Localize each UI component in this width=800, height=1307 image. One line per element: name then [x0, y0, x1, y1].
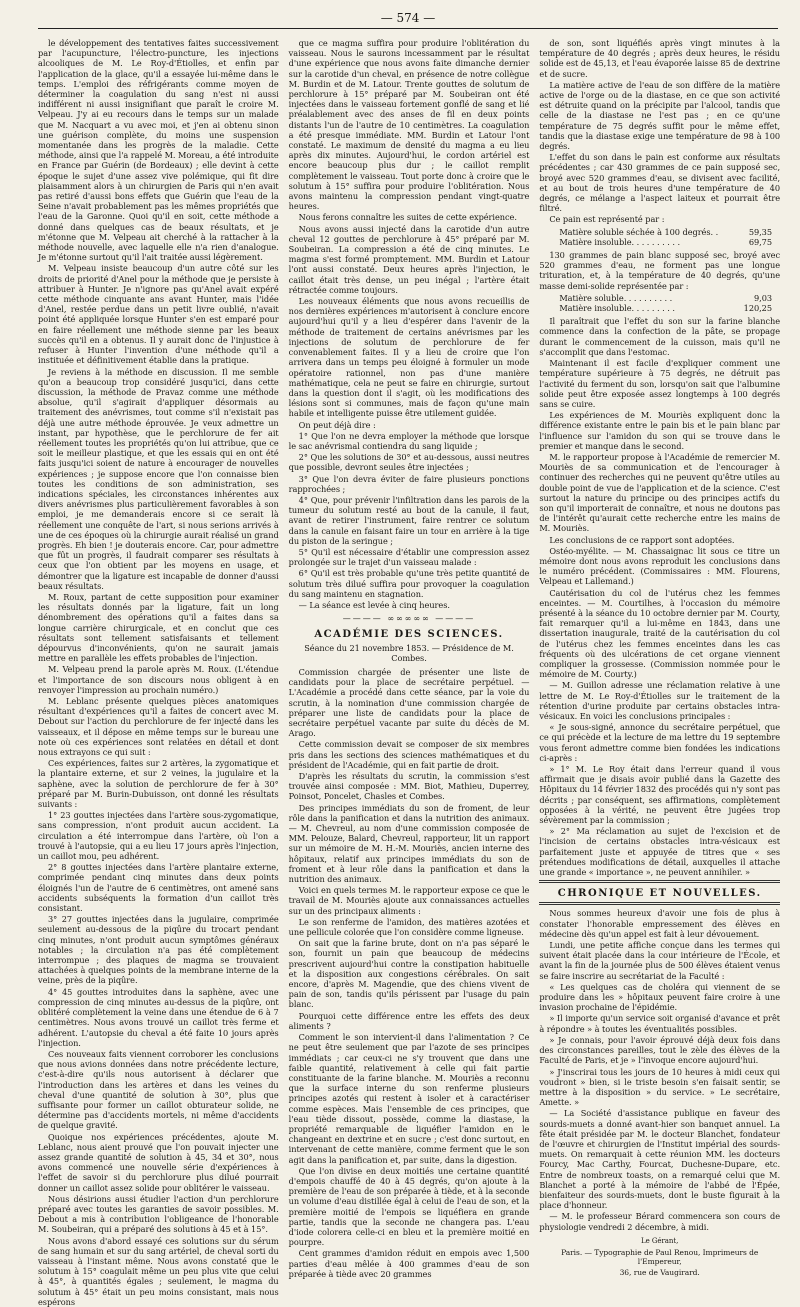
table-row	[559, 227, 780, 237]
paragraph: Voici en quels termes M. le rapporteur expose ce que le travail de M. Mouriès ajoute aux connaissances actuelles sur un des principaux aliments :	[288, 885, 530, 916]
imprint-line-1: Paris. — Typographie de Paul Renou, Imprimeurs de l'Empereur,	[561, 1247, 759, 1266]
paragraph: 5° Qu'il est nécessaire d'établir une compression assez prolongée sur le trajet d'un vaisseau malade :	[288, 546, 530, 568]
table-row	[559, 237, 780, 247]
paragraph: Cent grammes d'amidon réduit en empois avec 1,500 parties d'eau mêlée à 400 grammes d'eau de son préparée à tiède avec 20 grammes	[288, 1248, 530, 1279]
column-1	[38, 38, 279, 1307]
paragraph: 4° Que, pour prévenir l'infiltration dans les parois de la tumeur du solutum resté au bout de la canule, il faut, avant de retirer l'instrument, faire rentrer ce solutum dans la canule en faisant faire un tour en arrière à la tige du piston de la seringue ;	[288, 494, 530, 546]
paragraph: Ostéo-myélite. — M. Chassaignac lit sous ce titre un mémoire dont nous avons reproduit les conclusions dans le numéro précédent. (Commissaires : MM. Flourens, Velpeau et Lallemand.)	[539, 545, 781, 587]
paragraph: le développement des tentatives faites successivement par l'acupuncture, l'électro-puncture, les injections alcooliques de M. Le Roy-d'Étiolles, et enfin par l'application de la glace, qu'il a essayée lui-même dans le temps. L'emploi des réfrigérants comme moyen de déterminer la coagulation du sang n'est ni aussi indifférent ni aussi insignifiant que paraît le croire M. Velpeau. J'y ai eu recours dans le temps sur un malade que M. Nacquart a vu avec moi, et j'en ai obtenu sinon une guérison complète, du moins une suspension momentanée dans les progrès de la maladie. Cette méthode, ainsi que l'a rappelé M. Moreau, a été introduite en France par Guérin (de Bordeaux) ; elle devint à cette époque le sujet d'une assez vive polémique, qui fit dire plaisamment alors à un chirurgien de Paris qui n'en avait pas retiré d'aussi bons effets que Guérin que l'eau de la Seine n'avait probablement pas les mêmes propriétés que l'eau de la Garonne. Quoi qu'il en soit, cette méthode a donné dans quelques cas de beaux résultats, et je m'étonne que M. Velpeau ait cherché à la rattacher à la méthode nouvelle, avec laquelle elle n'a rien d'analogue. Je m'étonne surtout qu'il l'ait traitée aussi légèrement.	[38, 38, 279, 263]
paragraph: Nous sommes heureux d'avoir une fois de plus à constater l'honorable empressement des élèves en médecine dès qu'un appel est fait à leur dévouement.	[539, 908, 781, 939]
paragraph: Nous désirions aussi étudier l'action d'un perchlorure préparé avec toutes les garanties de savoir possibles. M. Debout a mis à contribution l'obligeance de l'honorable M. Soubeiran, qui a préparé des solutions à 45 et à 15°.	[38, 1193, 279, 1235]
paragraph: Lundi, une petite affiche conçue dans les termes qui suivent était placée dans la cour intérieure de l'École, et avant la fin de la journée plus de 500 élèves étaient venus se faire inscrire au secrétariat de la Faculté :	[539, 940, 781, 981]
paragraph: Nous ferons connaître les suites de cette expérience.	[298, 212, 517, 223]
paragraph: 4° 45 gouttes introduites dans la saphène, avec une compression de cinq minutes au-dessus de la piqûre, ont oblitéré complètement la veine dans une étendue de 6 à 7 centimètres. Nous avons trouvé un caillot très ferme et adhérent. L'autopsie du cheval a été faite 10 jours après l'injection.	[38, 986, 279, 1048]
paragraph: 2° 8 gouttes injectées dans l'artère plantaire externe, comprimée pendant cinq minutes dans deux points éloignés l'un de l'autre de 6 centimètres, ont amené sans accidents subséquents la formation d'un caillot très consistant.	[38, 862, 279, 914]
paragraph: » 2° Ma réclamation au sujet de l'excision et de l'incision de certains obstacles intra-vésicaux est parfaitement juste et appuyée de titres que « ses prétendues modifications de détail, auxquelles il attache une grande « importance », ne peuvent annihiler. »	[539, 826, 781, 878]
column-2-top	[289, 38, 530, 610]
paragraph: Nous avons d'abord essayé ces solutions sur du sérum de sang humain et sur du sang artériel, de cheval sorti du vaisseau à l'instant même. Nous avons constaté que le solutum à 15° coagulait même un peu plus vite que celui à 45°, à quantités égales ; seulement, le magma du solutum à 45° était un peu moins consistant, mais nous espérons	[38, 1235, 279, 1307]
paragraph: Que l'on divise en deux moitiés une certaine quantité d'empois chauffé de 40 à 45 degrés, qu'on ajoute à la première de l'eau de son préparée à tiède, et à la seconde un volume d'eau distillée égal à celui de l'eau de son, et la première moitié de l'empois se liquéfiera en grande partie, tandis que la seconde ne changera pas. L'eau d'iode colorera celle-ci en bleu et la première moitié en pourpre.	[288, 1165, 530, 1248]
paragraph: Il paraîtrait que l'effet du son sur la farine blanche commence dans la confection de la pâte, se propage durant le commencement de la cuisson, mais qu'il ne s'accomplit que dans l'estomac.	[539, 316, 781, 357]
paragraph: Les nouveaux éléments que nous avons recueillis de nos dernières expériences m'autorisent à conclure encore aujourd'hui qu'il y a lieu d'espérer dans l'avenir de la méthode de traitement de certains anévrismes par les injections de solutum de perchlorure de fer convenablement faites. Il y a lieu de croire que l'on arrivera dans un temps peu éloigné à formuler un mode opératoire rationnel, non pas d'une manière mathématique, cela ne peut se faire en chirurgie, surtout dans la question dont il s'agit, où les modifications des lésions sont si communes, mais de façon qu'une main habile et intelligente puisse être utilement guidée.	[288, 296, 530, 419]
chronique-title: CHRONIQUE ET NOUVELLES.	[557, 888, 762, 900]
paragraph: Les expériences de M. Mouriès expliquent donc la différence existante entre le pain bis et le pain blanc par l'influence sur l'amidon du son qui se trouve dans le premier et manque dans le second.	[539, 410, 781, 451]
paragraph: L'effet du son dans le pain est conforme aux résultats précédentes ; car 430 grammes de ce pain supposé sec, broyé avec 520 grammes d'eau, se divisent avec facilité, et au bout de trois heures d'une température de 40 degrés, ce mélange a l'aspect laiteux et pourrait être filtré.	[539, 152, 781, 214]
paragraph: » 1° M. Le Roy était dans l'erreur quand il vous affirmait que je disais avoir publié dans la Gazette des Hôpitaux du 14 février 1832 des procédés qui n'y sont pas décrits ; par conséquent, ses affirmations, complètement opposées à la vérité, ne peuvent être jugées trop sévèrement par la commission ;	[539, 764, 781, 826]
paragraph: Comment le son intervient-il dans l'alimentation ? Ce ne peut être seulement que par l'azote de ses principes immédiats ; car ceux-ci ne s'y trouvent que dans une faible quantité, relativement à celle qui fait partie constituante de la farine blanche. M. Mouriès a reconnu que la surface interne du son renferme plusieurs principes azotés qui restent à isoler et à caractériser comme espèces. Mais l'ensemble de ces principes, que l'eau tiède dissout, possède, comme la diastase, la propriété remarquable de liquéfier l'amidon en le changeant en dextrine et en sucre ; c'est donc surtout, en intervenant de cette manière, comme ferment que le son agit dans la panification et, par suite, dans la digestion.	[288, 1032, 530, 1165]
imprint-line-2: 36, rue de Vaugirard.	[619, 1267, 700, 1277]
table-cell-value: 59,35	[748, 226, 773, 237]
paragraph: Cautérisation du col de l'utérus chez les femmes enceintes. — M. Courtilhes, à l'occasion du mémoire présenté à la séance du 10 octobre dernier par M. Courty, fait remarquer qu'il a lui-même en 1843, dans une dissertation inaugurale, traité de la cautérisation du col de l'utérus chez les femmes enceintes dans les cas fréquents où des ulcérations de cet organe viennent compliquer la grossesse. (Commission nommée pour le mémoire de M. Courty.)	[539, 587, 781, 680]
table-cell-value: 69,75	[748, 236, 773, 247]
column-3-top	[539, 38, 780, 225]
paragraph: » Je connais, pour l'avoir éprouvé déjà deux fois dans des circonstances pareilles, tout le zèle des élèves de la Faculté de Paris, et je » l'invoque encore aujourd'hui.	[539, 1034, 781, 1066]
paragraph: Je reviens à la méthode en discussion. Il me semble qu'on a beaucoup trop considéré jusqu'ici, dans cette discussion, la méthode de Pravaz comme une méthode absolue, qu'il s'agirait d'appliquer désormais au traitement des anévrismes, tout comme s'il n'existait pas déjà une autre méthode éprouvée. Je veux admettre un instant, par hypothèse, que le perchlorure de fer ait réellement toutes les propriétés qu'on lui attribue, que ce soit le meilleur plastique, et que les essais qui en ont été faits jusqu'ici soient de nature à encourager de nouvelles expériences ; je suppose encore que l'on connaisse bien toutes les conditions de son administration, ses indications spéciales, les circonstances inhérentes aux divers anévrismes plus particulièrement favorables à son emploi, je me demanderais encore si ce serait là réellement une conquête de l'art, si nous serions arrivés à une de ces époques où la chirurgie aurait réalisé un grand progrès. Eh bien ! je douterais encore. Car, pour admettre que fût un progrès, il faudrait comparer ses résultats à ceux que l'on obtient par les moyens en usage, et démontrer que la ligature est incapable de donner d'aussi beaux résultats.	[38, 366, 279, 591]
table-cell-label: Matière insoluble. . . . . . . . . .	[559, 236, 680, 247]
table-row	[559, 303, 780, 313]
column-3	[539, 38, 781, 1277]
paragraph: Commission chargée de présenter une liste de candidats pour la place de secrétaire perpétuel. — L'Académie a procédé dans cette séance, par la voie du scrutin, à la nomination d'une commission chargée de préparer une liste de candidats pour la place de secrétaire perpétuel vacante par suite du décès de M. Arago.	[288, 666, 530, 739]
paragraph: — La Société d'assistance publique en faveur des sourds-muets a donné avant-hier son banquet annuel. La fête était présidée par M. le docteur Blanchet, fondateur de l'œuvre et chirurgien de l'Institut impérial des sourds-muets. On remarquait à cette réunion MM. les docteurs Fourcy, Mac Carthy, Fourcat, Duchesne-Dupare, etc. Entre de nombreux toasts, on a remarqué celui que M. Blanchet a porté à la mémoire de l'abbé de l'Épée, bienfaiteur des sourds-muets, dont le buste figurait à la place d'honneur.	[539, 1108, 781, 1211]
paragraph: — M. Guillon adresse une réclamation relative à une lettre de M. Le Roy-d'Étiolles sur le traitement de la rétention d'urine produite par certains obstacles intra-vésicaux. En voici les conclusions principales :	[539, 680, 781, 721]
academy-session: Séance du 21 novembre 1853. — Présidence de M. Combes.	[304, 642, 514, 663]
section-rule	[539, 880, 780, 883]
paragraph: Quoique nos expériences précédentes, ajoute M. Leblanc, nous aient prouvé que l'on pouvait injecter une assez grande quantité de solution à 45, 34 et 30°, nous avons commencé une nouvelle série d'expériences à l'effet de savoir si du perchlorure plus dilué pourrait donner un caillot assez solide pour oblitérer le vaisseau.	[38, 1131, 279, 1193]
paragraph: La matière active de l'eau de son diffère de la matière active de l'orge ou de la diastase, en ce que son activité est détruite quand on la précipite par l'alcool, tandis que celle de la diastase ne l'est pas ; en ce qu'une température de 75 degrés suffit pour le même effet, tandis que la diastase exige une température de 98 à 100 degrés.	[539, 79, 781, 152]
paragraph: Les conclusions de ce rapport sont adoptées.	[549, 534, 735, 545]
column-3-mid	[539, 250, 780, 291]
paragraph: On peut déjà dire :	[298, 419, 376, 430]
columns	[38, 38, 781, 1307]
paragraph: M. Leblanc présente quelques pièces anatomiques résultant d'expériences qu'il a faites de concert avec M. Debout sur l'action du perchlorure de fer injecté dans les vaisseaux, et il dépose en même temps sur le bureau une note où ces expériences sont relatées en détail et dont nous extrayons ce qui suit :	[38, 696, 279, 758]
paragraph: 6° Qu'il est très probable qu'une très petite quantité de solutum très dilué suffira pour provoquer la coagulation du sang maintenu en stagnation.	[288, 568, 530, 599]
page-number: — 574 —	[380, 11, 436, 25]
table-bread-bis	[559, 227, 780, 247]
paragraph: M. Velpeau prend la parole après M. Roux. (L'étendue et l'importance de son discours nous obligent à en renvoyer l'impression au prochain numéro.)	[38, 664, 279, 695]
paragraph: M. Roux, partant de cette supposition pour examiner les résultats donnés par la ligature, fait un long dénombrement des opérations qu'il a faites dans sa longue carrière chirurgicale, et en conclut que ces résultats sont tellement satisfaisants et tellement dépourvus d'inconvénients, qu'on ne saurait jamais mettre en parallèle les effets probables de l'injection.	[38, 591, 279, 664]
paragraph: de son, sont liquéfiés après vingt minutes à la température de 40 degrés ; après deux heures, le résidu solide est de 45,13, et l'eau évaporée laisse 85 de dextrine et de sucre.	[539, 38, 781, 79]
gerant-label: Le Gérant,	[641, 1236, 679, 1245]
paragraph: 130 grammes de pain blanc supposé sec, broyé avec 520 grammes d'eau, ne forment pas une longue trituration, et, à la température de 40 degrés, qu'une masse demi-solide représentée par :	[539, 250, 781, 291]
paragraph: » J'inscrirai tous les jours de 10 heures à midi ceux qui voudront » bien, si le triste besoin s'en faisait sentir, se mettre à la disposition » du service. » Le secrétaire, Amette. »	[539, 1066, 781, 1108]
paragraph: — La séance est levée à cinq heures.	[298, 599, 450, 610]
paragraph: 3° Que l'on devra éviter de faire plusieurs ponctions rapprochées ;	[288, 473, 530, 494]
academy-title: ACADÉMIE DES SCIENCES.	[314, 629, 504, 641]
paragraph: Maintenant il est facile d'expliquer comment une température supérieure à 75 degrés, ne détruit pas l'activité du ferment du son, lorsqu'on sait que l'albumine solide peut être exposée assez longtemps à 100 degrés sans se cuire.	[539, 358, 781, 409]
paragraph: 1° 23 gouttes injectées dans l'artère sous-zygomatique, sans compression, n'ont produit aucun accident. La circulation a été interrompue dans l'artère, où l'on a trouvé à l'autopsie, qui a eu lieu 17 jours après l'injection, un caillot mou, peu adhérent.	[38, 810, 279, 862]
paragraph: 1° Que l'on ne devra employer la méthode que lorsque le sac anévrismal contiendra du sang liquide ;	[288, 430, 530, 451]
paragraph: D'après les résultats du scrutin, la commission s'est trouvée ainsi composée : MM. Biot, Mathieu, Duperrey, Poinsot, Poncelet, Chasles et Combes.	[288, 771, 530, 802]
paragraph: M. le rapporteur propose à l'Académie de remercier M. Mouriès de sa communication et de l'encourager à continuer des recherches qui ne peuvent qu'être utiles au double point de vue de l'application et de la science. C'est surtout la nature du principe ou des principes actifs du son qu'il importerait de connaître, et nous ne doutons pas de l'intérêt qu'aurait cette recherche entre les mains de M. Mouriès.	[539, 451, 781, 534]
paragraph: — M. le professeur Bérard commencera son cours de physiologie vendredi 2 décembre, à midi.	[539, 1211, 781, 1232]
paragraph: On sait que la farine brute, dont on n'a pas séparé le son, fournit un pain que beaucoup de médecins prescrivent aujourd'hui contre la constipation habituelle et la disposition aux congestions cérébrales. On sait encore, d'après M. Magendie, que des chiens vivent de pain de son, tandis qu'ils périssent par l'usage du pain blanc.	[288, 938, 530, 1010]
table-bread-white	[559, 293, 780, 313]
page-header	[38, 8, 778, 29]
section-rule	[539, 902, 780, 905]
table-cell-label: Matière soluble. . . . . . . . . .	[559, 292, 673, 303]
paragraph: Ces expériences, faites sur 2 artères, la zygomatique et la plantaire externe, et sur 2 veines, la jugulaire et la saphène, avec la solution de perchlorure de fer à 30° préparé par M. Burin-Dubuisson, ont donné les résultats suivants :	[38, 758, 279, 810]
paragraph: « Les quelques cas de choléra qui viennent de se produire dans les » hôpitaux peuvent faire croire à une invasion prochaine de l'épidémie.	[539, 981, 781, 1013]
paragraph: Le son renferme de l'amidon, des matières azotées et une pellicule colorée que l'on considère comme ligneuse.	[288, 916, 530, 938]
column-3-bottom	[539, 908, 780, 1231]
paragraph: 3° 27 gouttes injectées dans la jugulaire, comprimée seulement au-dessous de la piqûre du trocart pendant cinq minutes, n'ont produit aucun symptômes généraux notables ; la circulation n'a pas été complètement interrompue ; des plaques de magma se trouvaient attachées à quelques points de la membrane interne de la veine, près de la piqûre.	[38, 914, 279, 986]
column-2-bottom	[289, 667, 530, 1279]
paragraph: « Je sous-signé, annonce du secrétaire perpétuel, que ce qui précède et la lecture de ma lettre du 19 septembre vous feront admettre comme bien fondées les indications ci-après :	[539, 722, 781, 763]
paragraph: Des principes immédiats du son de froment, de leur rôle dans la panification et dans la nutrition des animaux. — M. Chevreul, au nom d'une commission composée de MM. Pelouze, Balard, Chevreul, rapporteur, lit un rapport sur un mémoire de M. H.-M. Mouriès, ancien interne des hôpitaux, relatif aux principes immédiats du son de froment et à leur rôle dans la panification et dans la nutrition des animaux.	[288, 802, 530, 885]
paragraph: 2° Que les solutions de 30° et au-dessous, aussi neutres que possible, devront seules être injectées ;	[288, 452, 530, 473]
paragraph: Ces nouveaux faits viennent corroborer les conclusions que nous avions données dans notre précédente lecture, c'est-à-dire qu'ils nous autorisent à déclarer que l'introduction dans les artères et dans les veines du cheval d'une quantité de solution à 30°, plus que suffisante pour former un caillot obturateur solide, ne détermine pas d'accidents mortels, ni même d'accidents de quelque gravité.	[38, 1048, 279, 1131]
paragraph: » Il importe qu'un service soit organisé d'avance et prêt à répondre » à toutes les éventualités possibles.	[539, 1013, 781, 1034]
table-cell-label: Matière soluble séchée à 100 degrés. .	[559, 226, 719, 237]
paragraph: Cette commission devait se composer de six membres pris dans les sections des sciences mathématiques et du président de l'Académie, qui en fait partie de droit.	[288, 739, 530, 770]
column-2	[288, 38, 530, 1279]
paragraph: Nous avons aussi injecté dans la carotide d'un autre cheval 12 gouttes de perchlorure à 45° préparé par M. Soubeiran. La compression a été de cinq minutes. Le magma s'est formé promptement. MM. Burdin et Latour l'ont aussi constaté. Deux heures après l'injection, le caillot était très dense, un peu inégal ; l'artère était rétractée comme toujours.	[288, 223, 530, 295]
paragraph: M. Velpeau insiste beaucoup d'un autre côté sur les droits de priorité d'Anel pour la méthode que je persiste à attribuer à Hunter. Je n'ignore pas qu'Anel avait expéré cette méthode cinquante ans avant Hunter, mais l'idée d'Anel, restée perdue dans un petit livre oublié, n'avait point été appliquée lorsque Hunter s'en est emparé pour en faire réellement une méthode sienne par les beaux succès qu'il en a obtenus. Il y aurait donc de l'injustice à refuser à Hunter l'invention d'une méthode qu'il a instituée et définitivement établie dans la pratique.	[38, 263, 279, 366]
column-3-after-tables	[539, 316, 780, 877]
paragraph: Pourquoi cette différence entre les effets des deux aliments ?	[288, 1010, 530, 1031]
table-cell-value: 9,03	[753, 292, 773, 303]
table-row	[559, 293, 780, 303]
table-cell-value: 120,25	[743, 303, 773, 314]
paragraph: que ce magma suffira pour produire l'oblitération du vaisseau. Nous le saurons incessamment par le résultat d'une expérience que nous avons faite dimanche dernier sur la carotide d'un cheval, en présence de notre collègue M. Burdin et de M. Latour. Trente gouttes de solutum de perchlorure à 15° préparé par M. Soubeiran ont été injectées dans le vaisseau fortement gonflé de sang et lié préalablement avec des anses de fil en deux points distants l'un de l'autre de 10 centimètres. La coagulation a été presque immédiate. MM. Burdin et Latour l'ont constaté. Le maximum de densité du magma a eu lieu après dix minutes. Aujourd'hui, le cordon artériel est encore beaucoup plus dur ; le caillot remplit complètement le vaisseau. Tout porte donc à croire que le solutum à 15° suffira pour produire l'oblitération. Nous avons maintenu la compression pendant vingt-quatre heures.	[288, 38, 530, 212]
table-cell-label: Matière insoluble. . . . . . . . .	[559, 303, 675, 314]
ornament-divider: ———— ∞∞∞∞∞ ————	[342, 614, 476, 624]
paragraph: Ce pain est représenté par :	[549, 214, 665, 225]
